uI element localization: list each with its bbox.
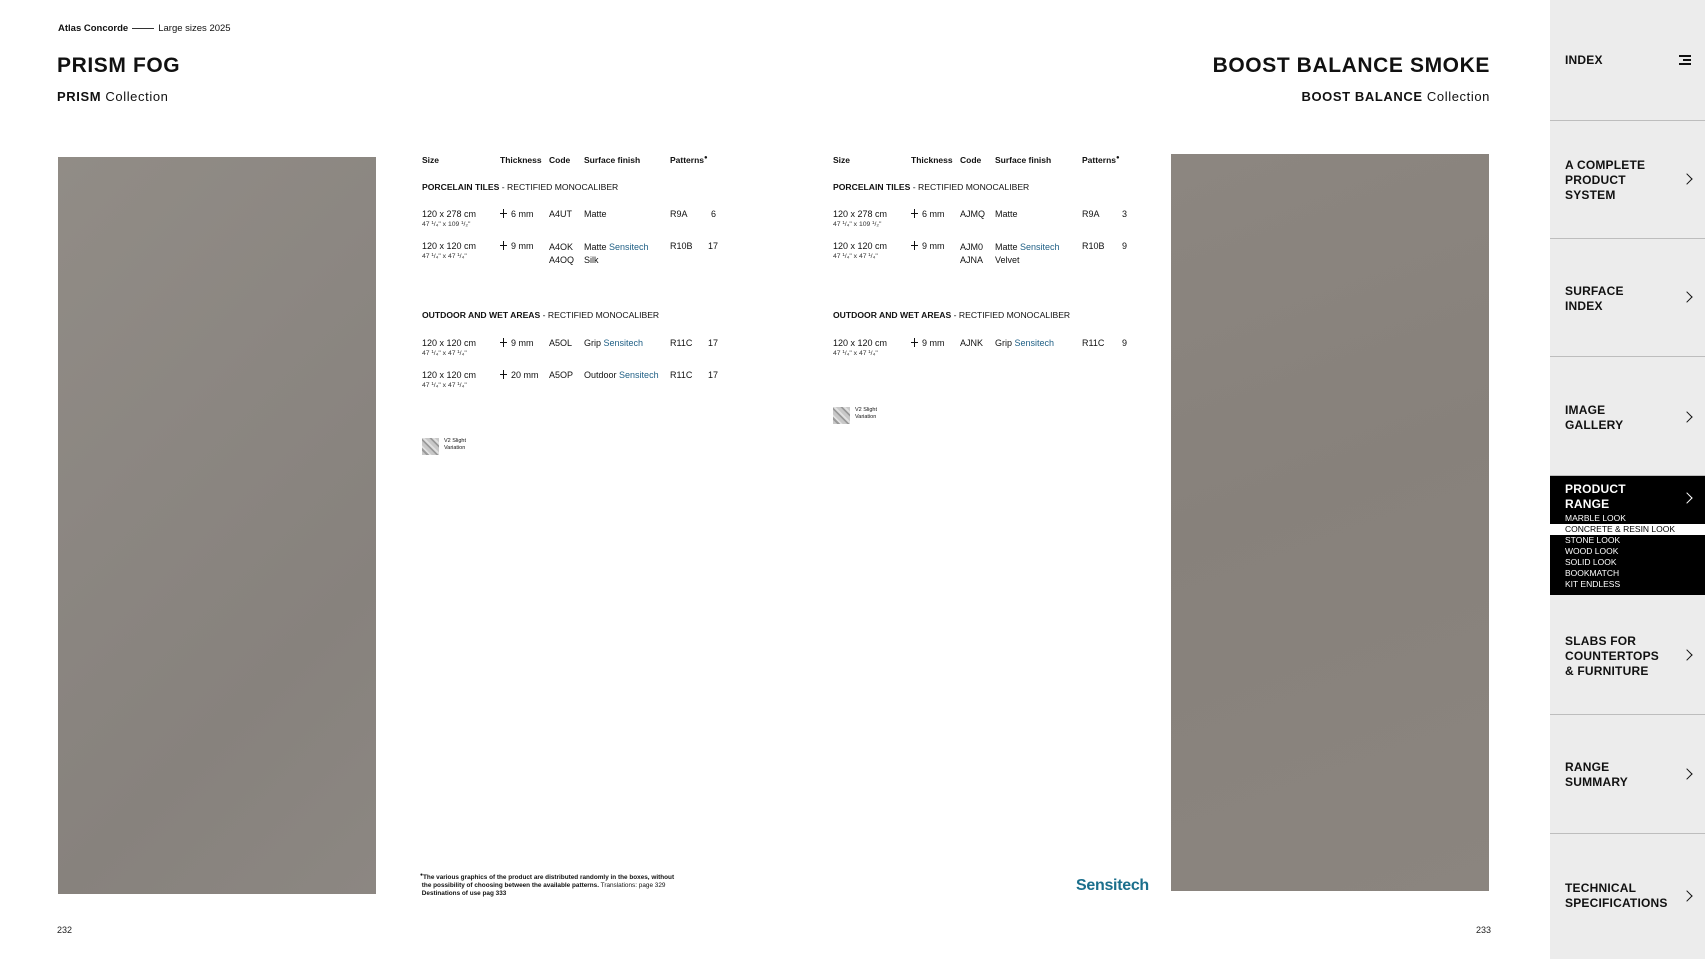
sidebar-item-label: SLABS FOR COUNTERTOPS & FURNITURE [1565,634,1659,678]
thickness-cell: 9 mm [911,241,945,251]
submenu-solid-look[interactable]: SOLID LOOK [1565,557,1617,567]
chevron-right-icon [1681,649,1692,660]
header-thickness: Thickness [500,155,542,165]
header-code: Code [960,155,982,165]
grade-cell: R9A [1082,209,1100,219]
code-cell: AJMQ [960,209,986,219]
thickness-cell: 9 mm [911,338,945,348]
right-collection-name: BOOST BALANCE [1301,89,1423,104]
size-cell: 120 x 120 cm 47 ¹/₄" x 47 ¹/₄" [422,338,477,357]
size-cell: 120 x 120 cm 47 ¹/₄" x 47 ¹/₄" [422,370,477,389]
submenu-bookmatch[interactable]: BOOKMATCH [1565,568,1620,578]
sidebar-item-slabs[interactable] [1550,595,1705,715]
sidebar-item-label: TECHNICAL SPECIFICATIONS [1565,881,1668,910]
left-collection-word: Collection [105,89,169,104]
thickness-cell: 9 mm [500,338,534,348]
left-collection-subtitle [57,89,168,104]
sidebar-item-product-range[interactable] [1550,476,1705,595]
finish-cell: Grip Sensitech [584,338,644,348]
thickness-icon [911,241,919,250]
thickness-cell: 6 mm [500,209,534,219]
chevron-right-icon [1681,768,1692,779]
header-patterns: Patterns● [1082,155,1120,165]
finish-cell: Grip Sensitech [995,338,1055,348]
footnote: ●The various graphics of the product are distributed randomly in the boxes, without the possibility of choosing between the available patterns. Translations: page 329 Destinations of use pag 333 [420,872,675,898]
header-patterns: Patterns● [670,155,708,165]
right-collection-subtitle [1301,89,1490,104]
right-page-number: 233 [1476,925,1492,935]
brand-name: Atlas Concorde [58,23,129,34]
size-cell: 120 x 120 cm 47 ¹/₄" x 47 ¹/₄" [833,241,888,260]
finish-cell: Matte Sensitech Silk [584,242,649,265]
chevron-right-icon [1681,291,1692,302]
sidebar-item-label: RANGE SUMMARY [1565,760,1628,789]
submenu-kit-endless[interactable]: KIT ENDLESS [1565,579,1621,589]
grade-cell: R11C [670,370,693,380]
sensitech-logo: Sensitech [1076,877,1149,894]
header-divider [132,28,154,29]
header-code: Code [549,155,571,165]
header-size: Size [833,155,851,165]
thickness-icon [500,370,508,379]
code-cell: A5OL [549,338,573,348]
patterns-cell: 17 [708,338,719,348]
sidebar-item-technical-specs[interactable] [1550,834,1705,959]
size-cell: 120 x 278 cm 47 ¹/₄" x 109 ¹/₂" [422,209,477,228]
right-collection-word: Collection [1426,89,1490,104]
menu-icon [1679,55,1691,65]
left-collection-name: PRISM [57,89,102,104]
patterns-cell: 3 [1122,209,1128,219]
patterns-cell: 6 [711,209,717,219]
finish-cell: Matte [995,209,1018,219]
submenu-marble-look[interactable]: MARBLE LOOK [1565,513,1626,523]
sidebar-item-range-summary[interactable] [1550,715,1705,834]
code-cell: A5OP [549,370,574,380]
finish-cell: Matte [584,209,607,219]
sidebar-item-surface-index[interactable] [1550,239,1705,357]
finish-cell: Matte Sensitech Velvet [995,242,1060,265]
sidebar-item-label: IMAGE GALLERY [1565,403,1624,432]
thickness-icon [500,338,508,347]
catalog-name: Large sizes 2025 [158,23,231,34]
size-cell: 120 x 278 cm 47 ¹/₄" x 109 ¹/₂" [833,209,888,228]
left-page-number: 232 [57,925,73,935]
code-cell: AJM0 AJNA [960,242,984,265]
thickness-cell: 6 mm [911,209,945,219]
submenu-wood-look[interactable]: WOOD LOOK [1565,546,1619,556]
chevron-right-icon [1681,890,1692,901]
grade-cell: R10B [670,241,693,251]
chevron-right-icon [1681,411,1692,422]
thickness-icon [500,241,508,250]
thickness-cell: 20 mm [500,370,539,380]
section-outdoor: OUTDOOR AND WET AREAS - RECTIFIED MONOCALIBER [833,310,1071,320]
grade-cell: R10B [1082,241,1105,251]
sidebar-item-label: PRODUCT RANGE [1565,482,1626,511]
catalog-header [58,23,231,34]
size-cell: 120 x 120 cm 47 ¹/₄" x 47 ¹/₄" [422,241,477,260]
sidebar-item-label: INDEX [1565,53,1603,67]
header-surface-finish: Surface finish [584,155,641,165]
sidebar-item-image-gallery[interactable] [1550,357,1705,476]
code-cell: A4OK A4OQ [549,242,575,265]
variation-legend: V2 Slight Variation [833,407,877,424]
section-outdoor: OUTDOOR AND WET AREAS - RECTIFIED MONOCALIBER [422,310,660,320]
finish-cell: Outdoor Sensitech [584,370,659,380]
boost-balance-smoke-tile-image [1171,154,1489,891]
header-thickness: Thickness [911,155,953,165]
code-cell: A4UT [549,209,573,219]
grade-cell: R9A [670,209,688,219]
left-page-title: PRISM FOG [57,54,181,77]
prism-fog-tile-image [58,157,376,894]
chevron-right-icon [1681,173,1692,184]
thickness-icon [911,338,919,347]
thickness-icon [500,209,508,218]
section-porcelain: PORCELAIN TILES - RECTIFIED MONOCALIBER [422,182,619,192]
variation-legend: V2 Slight Variation [422,438,466,455]
thickness-icon [911,209,919,218]
patterns-cell: 17 [708,241,719,251]
submenu-stone-look[interactable]: STONE LOOK [1565,535,1621,545]
header-surface-finish: Surface finish [995,155,1052,165]
section-porcelain: PORCELAIN TILES - RECTIFIED MONOCALIBER [833,182,1030,192]
code-cell: AJNK [960,338,984,348]
header-size: Size [422,155,440,165]
variation-swatch-icon [422,438,439,455]
grade-cell: R11C [670,338,693,348]
patterns-cell: 9 [1122,338,1128,348]
patterns-cell: 9 [1122,241,1128,251]
thickness-cell: 9 mm [500,241,534,251]
sidebar-item-label: SURFACE INDEX [1565,284,1624,313]
sidebar-item-label: A COMPLETE PRODUCT SYSTEM [1565,158,1646,202]
patterns-cell: 17 [708,370,719,380]
sidebar-nav [1550,0,1705,959]
size-cell: 120 x 120 cm 47 ¹/₄" x 47 ¹/₄" [833,338,888,357]
submenu-concrete-resin-look[interactable]: CONCRETE & RESIN LOOK [1550,524,1705,535]
right-page-title: BOOST BALANCE SMOKE [1212,54,1490,77]
grade-cell: R11C [1082,338,1105,348]
variation-swatch-icon [833,407,850,424]
sidebar-item-index[interactable] [1550,0,1705,121]
chevron-right-icon [1681,492,1692,503]
sidebar-item-complete-system[interactable] [1550,121,1705,239]
